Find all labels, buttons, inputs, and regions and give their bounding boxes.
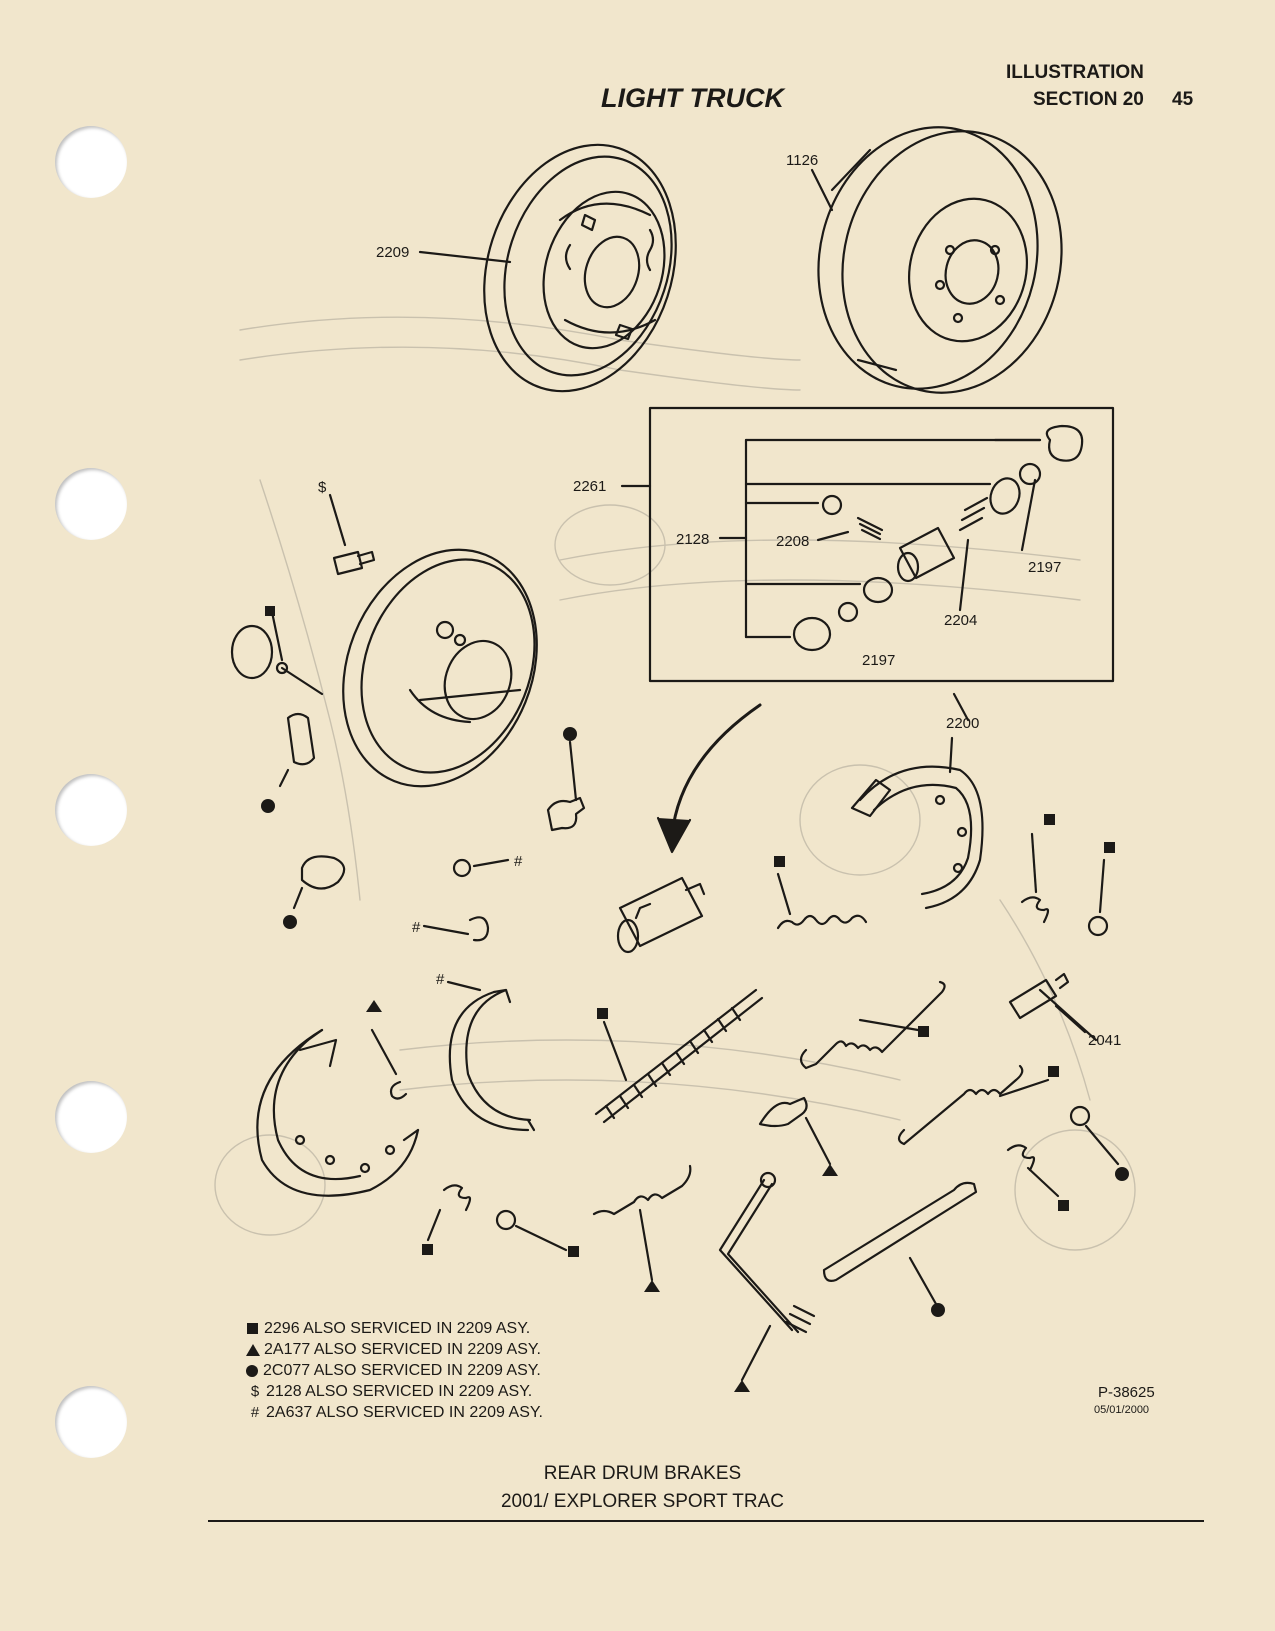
- figure-date: 05/01/2000: [1094, 1404, 1150, 1416]
- square-symbol: [247, 1323, 258, 1334]
- page-number: 45: [1172, 89, 1194, 110]
- access-plug-illustration: [261, 714, 314, 813]
- legend-text: 2A637 ALSO SERVICED IN 2209 ASY.: [266, 1404, 543, 1421]
- bolt-dollar-illustration: [330, 495, 374, 574]
- dollar-symbol: $: [250, 1383, 260, 1400]
- legend-row-circle: [244, 1360, 543, 1381]
- adjuster-screw-long-illustration: [596, 990, 762, 1122]
- callout-2197-b: 2197: [862, 652, 896, 669]
- brake-drum-illustration: [791, 104, 1088, 416]
- legend-row-triangle: [244, 1339, 543, 1360]
- hold-down-spring-lower-illustration: [422, 1185, 470, 1255]
- hold-down-pin-illustration: [232, 606, 322, 694]
- callout-2209: 2209: [376, 244, 410, 261]
- callout-2208: 2208: [776, 533, 810, 550]
- page-title: LIGHT TRUCK: [601, 83, 784, 113]
- symbol-dollar: $: [318, 479, 327, 496]
- assembly-arrow: [672, 705, 760, 835]
- callout-2200: 2200: [946, 715, 980, 732]
- callout-2128: 2128: [676, 531, 710, 548]
- brake-shoe-right-illustration: [852, 738, 983, 908]
- callout-2261: 2261: [573, 478, 607, 495]
- adjuster-link-illustration: [824, 1183, 976, 1317]
- symbol-hash-a: #: [514, 853, 523, 870]
- bottom-rule: [208, 1520, 1204, 1522]
- triangle-symbol: [246, 1344, 260, 1356]
- return-spring-hook-b-illustration: [899, 1066, 1059, 1144]
- legend-text: 2C077 ALSO SERVICED IN 2209 ASY.: [263, 1362, 541, 1379]
- return-spring-hook-a-illustration: [801, 982, 945, 1068]
- wheel-cylinder-kit-box: [650, 408, 1113, 681]
- wheel-cylinder-illustration: [618, 878, 704, 952]
- legend-row-dollar: [244, 1381, 543, 1402]
- callout-1126: 1126: [786, 152, 819, 169]
- spring-square-right-a-illustration: [1022, 814, 1055, 922]
- header-illustration: ILLUSTRATION: [1006, 62, 1144, 83]
- washer-circle-right-illustration: [1071, 1107, 1129, 1181]
- legend-row-square: [244, 1318, 543, 1339]
- assembly-arrowhead: [658, 818, 690, 852]
- backing-plate-illustration: [309, 520, 571, 815]
- background-chassis-ghost: [215, 317, 1135, 1250]
- shoe-clip-triangle-illustration: [366, 1000, 406, 1099]
- callout-2197-a: 2197: [1028, 559, 1062, 576]
- symbol-hash-b: #: [412, 919, 421, 936]
- backing-plate-assembly-illustration: [454, 120, 707, 417]
- caption-subtitle: 2001/ EXPLORER SPORT TRAC: [500, 1491, 784, 1512]
- strut-spring-illustration: [594, 1166, 690, 1292]
- legend-text: 2128 ALSO SERVICED IN 2209 ASY.: [266, 1383, 533, 1400]
- parking-cable-lever-illustration: [720, 1173, 814, 1392]
- adjuster-lever-triangle-illustration: [760, 1098, 838, 1176]
- return-spring-upper-illustration: [774, 856, 866, 928]
- spring-cup-small-right-illustration: [1008, 1145, 1069, 1211]
- legend-text: 2A177 ALSO SERVICED IN 2209 ASY.: [264, 1341, 541, 1358]
- legend-row-hash: [244, 1402, 543, 1423]
- legend: [244, 1318, 543, 1423]
- header-section: SECTION 20: [1033, 89, 1144, 110]
- spring-cup-square-right-illustration: [1089, 842, 1115, 935]
- figure-part-number: P-38625: [1098, 1384, 1155, 1401]
- plug-upper-left-illustration: [283, 856, 344, 929]
- small-washer-hash-illustration: [454, 860, 508, 876]
- caption-title: REAR DRUM BRAKES: [543, 1463, 742, 1484]
- symbol-hash-c: #: [436, 971, 445, 988]
- legend-text: 2296 ALSO SERVICED IN 2209 ASY.: [264, 1320, 531, 1337]
- callout-leaders: [420, 170, 1085, 1032]
- adjuster-lever-small-illustration: [548, 727, 584, 830]
- callout-2204: 2204: [944, 612, 978, 629]
- parking-brake-lever-illustration: [448, 982, 534, 1130]
- rear-brake-shoe-illustration: [257, 1030, 418, 1196]
- circle-symbol: [246, 1365, 258, 1377]
- retainer-clip-hash-illustration: [424, 917, 488, 940]
- spring-cup-lower-illustration: [497, 1211, 579, 1257]
- hash-symbol: #: [250, 1404, 260, 1421]
- callout-2041: 2041: [1088, 1032, 1122, 1049]
